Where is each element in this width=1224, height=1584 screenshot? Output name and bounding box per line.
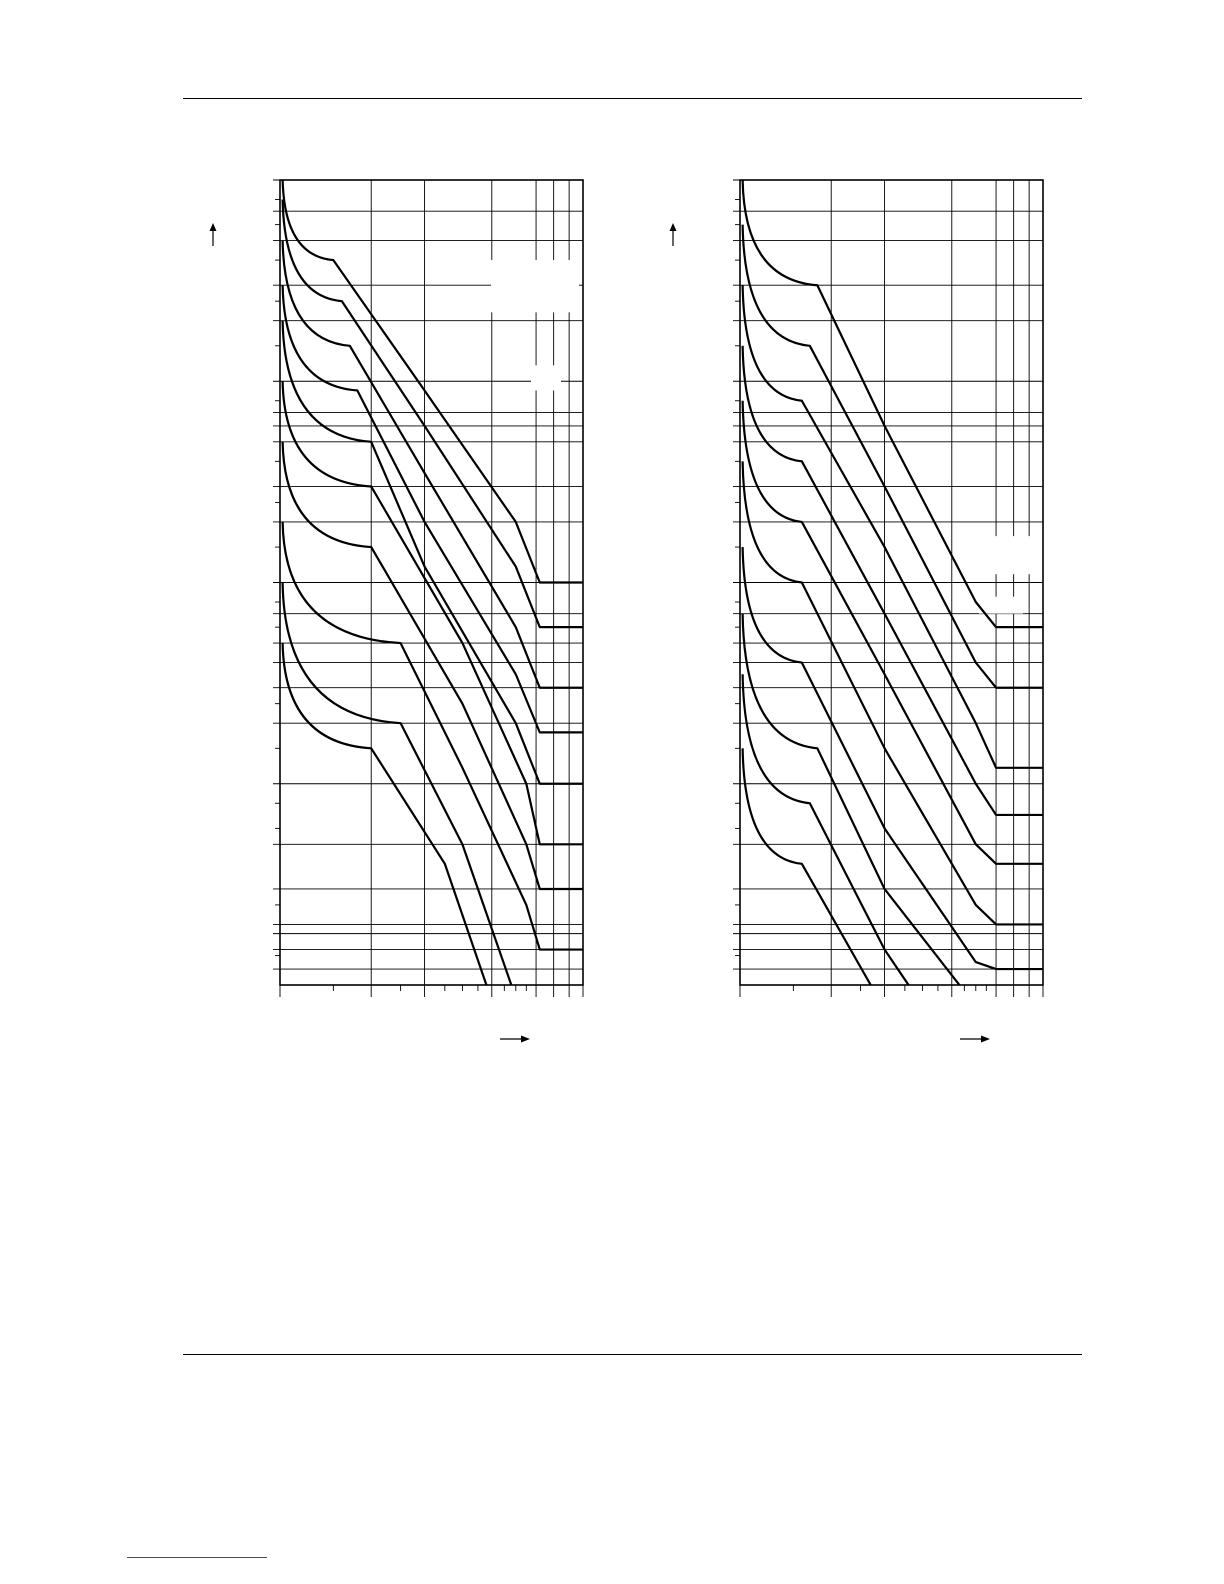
series-line-4 [743,346,1043,815]
footer-link-underline[interactable] [127,1557,267,1558]
header-rule [183,98,1082,99]
series-line-3 [743,285,1043,768]
arrow-up-icon [210,223,217,231]
chart-left [200,160,620,1060]
legend-box [953,536,1039,574]
series-line-6 [283,381,583,844]
chart-right [660,160,1080,1060]
arrow-right-icon [521,1036,530,1043]
footer-rule [183,1354,1082,1355]
series-line-5 [743,401,1043,864]
series-line-8 [743,614,960,985]
series-line-7 [283,442,583,889]
series-line-4 [283,285,583,732]
legend-box [491,260,579,312]
arrow-right-icon [981,1036,990,1043]
series-line-2 [743,225,1043,688]
arrow-up-icon [670,223,677,231]
series-line-6 [743,461,1043,924]
legend-box [531,365,561,390]
legend-box [979,597,1023,614]
